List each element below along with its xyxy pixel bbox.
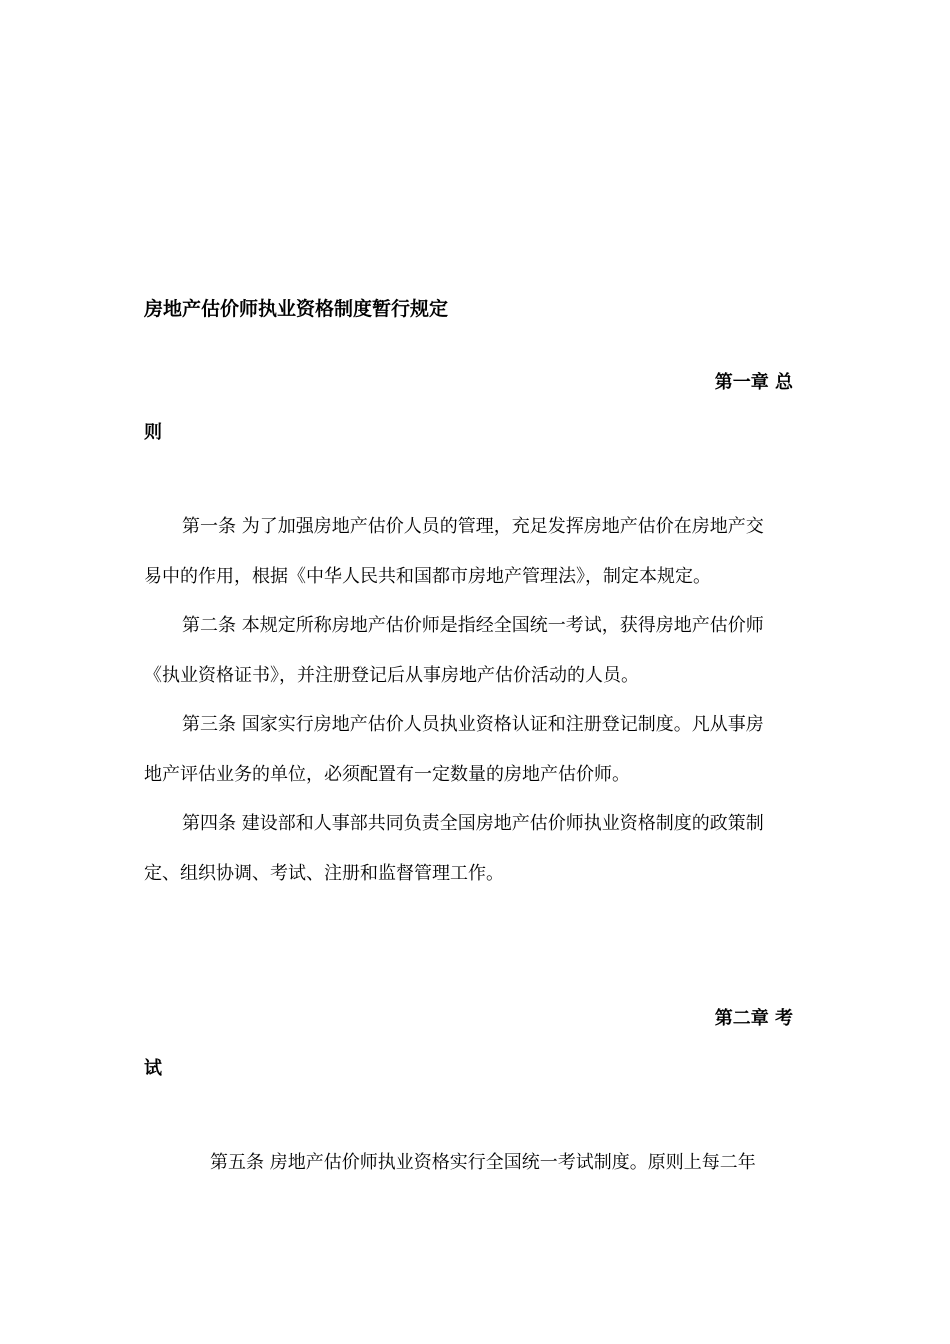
article-1-line-1: 第一条 为了加强房地产估价人员的管理，充足发挥房地产估价在房地产交 <box>182 516 764 537</box>
article-2-line-1: 第二条 本规定所称房地产估价师是指经全国统一考试，获得房地产估价师 <box>182 615 764 636</box>
article-4-line-1: 第四条 建设部和人事部共同负责全国房地产估价师执业资格制度的政策制 <box>182 813 764 834</box>
article-3-line-1: 第三条 国家实行房地产估价人员执业资格认证和注册登记制度。凡从事房 <box>182 714 764 735</box>
article-5-line-1: 第五条 房地产估价师执业资格实行全国统一考试制度。原则上每二年 <box>210 1152 756 1173</box>
chapter-2-heading-wrap: 试 <box>144 1058 162 1079</box>
article-3-line-2: 地产评估业务的单位，必须配置有一定数量的房地产估价师。 <box>144 764 630 785</box>
chapter-2-heading: 第二章 考 <box>714 1008 793 1029</box>
chapter-1-heading-wrap: 则 <box>144 422 162 443</box>
article-4-line-2: 定、组织协调、考试、注册和监督管理工作。 <box>144 863 504 884</box>
chapter-1-heading: 第一章 总 <box>714 372 793 393</box>
document-title: 房地产估价师执业资格制度暂行规定 <box>144 298 449 320</box>
article-1-line-2: 易中的作用，根据《中华人民共和国都市房地产管理法》，制定本规定。 <box>144 566 711 587</box>
article-2-line-2: 《执业资格证书》，并注册登记后从事房地产估价活动的人员。 <box>144 665 639 686</box>
